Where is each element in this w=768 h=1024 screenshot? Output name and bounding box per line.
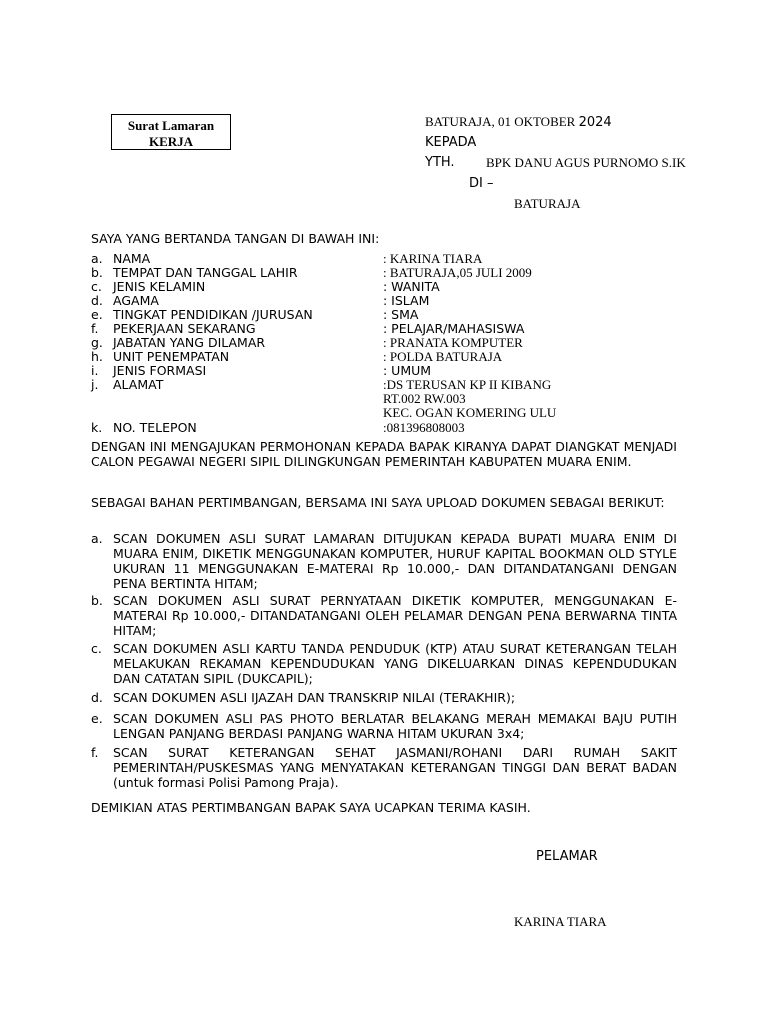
field-label: JABATAN YANG DILAMAR — [113, 335, 266, 350]
field-label: TINGKAT PENDIDIKAN /JURUSAN — [113, 307, 313, 322]
field-label: TEMPAT DAN TANGGAL LAHIR — [113, 265, 298, 280]
documents-intro-paragraph: SEBAGAI BAHAN PERTIMBANGAN, BERSAMA INI SAYA UPLOAD DOKUMEN SEBAGAI BERIKUT: — [91, 495, 665, 510]
document-letter: e. — [91, 711, 103, 726]
field-row — [0, 308, 768, 322]
field-row — [0, 364, 768, 378]
field-label: NAMA — [113, 251, 151, 266]
document-text: SCAN DOKUMEN ASLI PAS PHOTO BERLATAR BELAKANG MERAH MEMAKAI BAJU PUTIH LENGAN PANJANG BERDASI PANJANG WARNA HITAM UKURAN 3x4; — [113, 711, 677, 741]
request-paragraph: DENGAN INI MENGAJUKAN PERMOHONAN KEPADA BAPAK KIRANYA DAPAT DIANGKAT MENJADI CALON PEGAWAI NEGERI SIPIL DILINGKUNGAN PEMERINTAH KABUPATEN MUARA ENIM. — [91, 439, 677, 469]
field-letter: i. — [91, 363, 99, 378]
field-label: AGAMA — [113, 293, 159, 308]
field-row — [0, 350, 768, 364]
field-label: JENIS FORMASI — [113, 363, 207, 378]
field-row — [0, 378, 768, 392]
field-letter: f. — [91, 321, 99, 336]
di-label: DI – — [469, 176, 494, 191]
document-letter: d. — [91, 690, 103, 705]
place-date-year: 2024 — [578, 115, 612, 130]
field-value: :DS TERUSAN KP II KIBANG — [383, 377, 552, 392]
field-row — [0, 294, 768, 308]
field-value: : POLDA BATURAJA — [383, 349, 503, 364]
signature-label: PELAMAR — [536, 849, 598, 864]
document-letter: b. — [91, 593, 103, 608]
field-row — [0, 280, 768, 294]
kepada-label: KEPADA — [425, 135, 477, 150]
field-label: JENIS KELAMIN — [113, 279, 206, 294]
field-label: NO. TELEPON — [113, 420, 197, 435]
field-letter: g. — [91, 335, 103, 350]
field-row — [0, 322, 768, 336]
yth-label: YTH. — [425, 155, 455, 170]
signature-name: KARINA TIARA — [514, 914, 607, 929]
field-value: KEC. OGAN KOMERING ULU — [383, 405, 557, 420]
field-letter: j. — [91, 377, 99, 392]
document-text: SCAN DOKUMEN ASLI KARTU TANDA PENDUDUK (KTP) ATAU SURAT KETERANGAN TELAH MELAKUKAN REKAMAN KEPENDUDUKAN YANG DIKELUARKAN DINAS KEPENDUDUKAN DAN CATATAN SIPIL (DUKCAPIL); — [113, 641, 677, 686]
field-row — [0, 392, 768, 406]
document-letter: a. — [91, 531, 103, 546]
document-text: SCAN DOKUMEN ASLI SURAT LAMARAN DITUJUKAN KEPADA BUPATI MUARA ENIM DI MUARA ENIM, DIKETIK MENGGUNAKAN KOMPUTER, HURUF KAPITAL BOOKMAN OLD STYLE UKURAN 11 MENGGUNAKAN E-MATERAI Rp 10.000,- DAN DITANDATANGANI DENGAN PENA BERTINTA HITAM; — [113, 531, 677, 591]
recipient-name: BPK DANU AGUS PURNOMO S.IK — [486, 155, 686, 170]
document-letter: c. — [91, 641, 102, 656]
field-value: : SMA — [383, 307, 419, 322]
field-value: RT.002 RW.003 — [383, 391, 466, 406]
field-value: :081396808003 — [383, 420, 465, 435]
title-line-1: Surat Lamaran — [127, 118, 215, 133]
field-row — [0, 266, 768, 280]
field-row — [0, 336, 768, 350]
document-text: SCAN DOKUMEN ASLI SURAT PERNYATAAN DIKETIK KOMPUTER, MENGGUNAKAN E-MATERAI Rp 10.000,- DITANDATANGANI OLEH PELAMAR DENGAN PENA BERWARNA TINTA HITAM; — [113, 593, 677, 638]
place-date — [425, 114, 612, 130]
document-text: SCAN DOKUMEN ASLI IJAZAH DAN TRANSKRIP NILAI (TERAKHIR); — [113, 690, 516, 705]
place-date-text: BATURAJA, 01 OKTOBER — [425, 114, 576, 129]
intro-text: SAYA YANG BERTANDA TANGAN DI BAWAH INI: — [91, 231, 380, 246]
field-value: : WANITA — [383, 279, 440, 294]
field-row — [0, 406, 768, 420]
title-box — [111, 114, 231, 150]
document-text: SCAN SURAT KETERANGAN SEHAT JASMANI/ROHANI DARI RUMAH SAKIT PEMERINTAH/PUSKESMAS YANG MENYATAKAN KETERANGAN TINGGI DAN BERAT BADAN (untuk formasi Polisi Pamong Praja). — [113, 745, 677, 790]
field-letter: e. — [91, 307, 103, 322]
title-line-2: KERJA — [148, 134, 194, 149]
field-letter: c. — [91, 279, 102, 294]
field-letter: h. — [91, 349, 103, 364]
field-label: PEKERJAAN SEKARANG — [113, 321, 256, 336]
document-letter: f. — [91, 745, 99, 760]
field-value: : PELAJAR/MAHASISWA — [383, 321, 525, 336]
field-letter: a. — [91, 251, 103, 266]
field-value: : ISLAM — [383, 293, 430, 308]
field-row — [0, 252, 768, 266]
field-letter: d. — [91, 293, 103, 308]
field-letter: k. — [91, 420, 103, 435]
field-value: : KARINA TIARA — [383, 251, 483, 266]
field-letter: b. — [91, 265, 103, 280]
field-value: : PRANATA KOMPUTER — [383, 335, 523, 350]
recipient-city: BATURAJA — [514, 196, 581, 211]
field-label: ALAMAT — [113, 377, 164, 392]
closing-text: DEMIKIAN ATAS PERTIMBANGAN BAPAK SAYA UCAPKAN TERIMA KASIH. — [91, 800, 531, 815]
field-value: : BATURAJA,05 JULI 2009 — [383, 265, 532, 280]
field-value: : UMUM — [383, 363, 432, 378]
field-label: UNIT PENEMPATAN — [113, 349, 230, 364]
field-row — [0, 421, 768, 435]
